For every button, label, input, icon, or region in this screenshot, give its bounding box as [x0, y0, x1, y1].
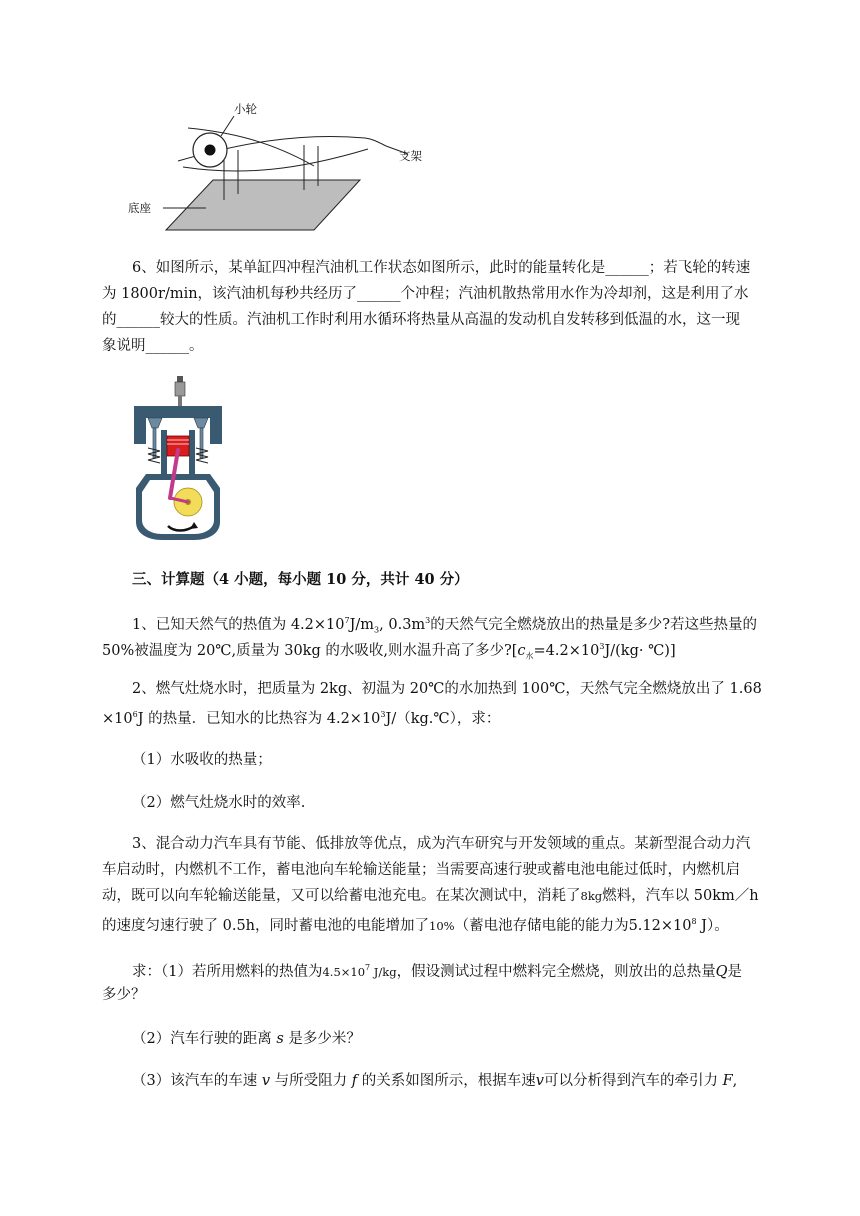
p1-l2-c: c: [517, 642, 526, 659]
p3-l3-b: 8kg: [580, 889, 603, 903]
p3-q3-e: 的关系如图所示，根据车速: [357, 1073, 536, 1089]
p1-l1-sub: 3: [374, 625, 380, 635]
p1-l1-b: J/m: [349, 616, 375, 633]
p3-q3-g: 可以分析得到汽车的牵引力: [543, 1073, 723, 1089]
p3-l3-a: 动，既可以向车轮输送能量，又可以给蓄电池充电。在某次测试中，消耗了: [102, 888, 581, 904]
p1-l1-sup1: 7: [344, 616, 350, 625]
p3-l4-b: 10%: [429, 918, 455, 933]
p3-line-4: [102, 912, 782, 936]
wheel-leader-line: [221, 116, 234, 136]
p1-l2-a: 50%被温度为 20℃,质量为 30kg 的水吸收,则水温升高了多少?[: [102, 642, 518, 659]
p2-line-2: [102, 705, 782, 729]
cylinder-wall-right: [189, 430, 195, 476]
label-wheel: 小轮: [234, 102, 257, 116]
cylinder-wall-left: [161, 430, 167, 476]
p2-sub-1: （1）水吸收的热量；: [132, 752, 272, 768]
p1-l2-b: =4.2×10: [533, 642, 600, 659]
small-wheel: [193, 133, 227, 167]
p3-q3-d: f: [351, 1073, 358, 1089]
p3-line-3: [102, 886, 782, 906]
p3-q3-i: ,: [732, 1073, 738, 1089]
p2-l2-c: J/（kg.℃），求：: [385, 710, 501, 727]
p3-q1-a: 求：（1）若所用燃料的热值为: [132, 963, 323, 980]
p2-l2-b: J 的热量．已知水的比热容为 4.2×10: [137, 710, 381, 727]
p2-line-1: 2、燃气灶烧水时，把质量为 2kg、初温为 20℃的水加热到 100℃，天然气完全燃烧放出了 1.68: [132, 681, 762, 697]
p2-l2-a: ×10: [102, 710, 133, 727]
p3-q1-b: 4.5×10: [322, 964, 366, 979]
p3-q3-h: F: [722, 1073, 733, 1089]
p3-l4-f: ）。: [706, 917, 729, 934]
q6-line-1: 6、如图所示，某单缸四冲程汽油机工作状态如图所示，此时的能量转化是______；若飞轮的转速: [132, 260, 751, 276]
engine-cylinder-figure: [128, 374, 228, 542]
p3-l4-sup: 8: [691, 917, 697, 926]
p3-q1-f: 是: [727, 963, 743, 980]
p3-q1-line-2: 多少？: [102, 987, 146, 1003]
p3-q1-line-1: [132, 958, 812, 982]
p3-l3-c: 燃料，汽车以 50km／h: [602, 888, 759, 904]
p3-q2-b: s: [276, 1031, 284, 1047]
p3-q1-d: ，假设测试过程中燃料完全燃烧，则放出的总热量: [396, 963, 716, 980]
p3-l4-a: 的速度匀速行驶了 0.5h，同时蓄电池的电能增加了: [102, 917, 430, 934]
p2-sub-2: （2）燃气灶烧水时的效率.: [132, 795, 306, 811]
p3-q2: [132, 1029, 812, 1049]
p2-l2-sup1: 6: [132, 710, 138, 719]
p1-l1-d: 的天然气完全燃烧放出的热量是多少?若这些热量的: [430, 616, 758, 633]
q6-line-3: 的______较大的性质。汽油机工作时利用水循环将热量从高温的发动机自发转移到低温的水，这一现: [102, 312, 740, 328]
q6-line-2: 为 1800r/min，该汽油机每秒共经历了______个冲程；汽油机散热常用水作为冷却剂，这是利用了水: [102, 286, 749, 302]
p2-l2-sup2: 3: [380, 710, 386, 719]
p1-l1-c: , 0.3m: [379, 616, 426, 633]
p3-q3-b: v: [261, 1073, 271, 1089]
p1-l1-sup2: 3: [425, 616, 431, 625]
p3-l4-e: J: [696, 917, 707, 934]
p1-l2-sub: 水: [525, 651, 534, 661]
p3-q3-f: v: [535, 1073, 544, 1089]
label-bracket: 支架: [399, 149, 422, 163]
p3-q1-c: J/kg: [370, 964, 397, 979]
p3-q2-c: 是多少米？: [283, 1031, 361, 1047]
p3-l4-d: 5.12×10: [628, 917, 692, 934]
p1-l2-sup: 3: [599, 642, 605, 651]
p3-q3-c: 与所受阻力: [270, 1073, 352, 1089]
q6-line-4: 象说明______。: [102, 338, 204, 354]
p3-q3-a: （3）该汽车的车速: [132, 1073, 262, 1089]
p3-line-1: 3、混合动力汽车具有节能、低排放等优点，成为汽车研究与开发领域的重点。某新型混合动力汽: [132, 836, 751, 852]
p1-l2-d: J/(kg· ℃)]: [604, 642, 676, 659]
spark-plug: [175, 376, 185, 406]
p3-q1-e: Q: [715, 963, 728, 980]
p1-l1-a: 1、已知天然气的热值为 4.2×10: [132, 616, 345, 633]
p3-line-2: 车启动时，内燃机不工作，蓄电池向车轮输送能量；当需要高速行驶或蓄电池电能过低时，内燃机启: [102, 862, 740, 878]
section-heading: 三、计算题（4 小题，每小题 10 分，共计 40 分）: [132, 571, 469, 588]
base-plate: [166, 180, 360, 230]
p3-q3: [132, 1071, 812, 1091]
wheel-bracket-figure: [128, 98, 438, 238]
p3-l4-c: （蓄电池存储电能的能力为: [454, 917, 629, 934]
label-base: 底座: [128, 201, 151, 215]
p3-q2-a: （2）汽车行驶的距离: [132, 1031, 277, 1047]
p1-line-2: [102, 637, 782, 667]
p3-q1-sup: 7: [365, 963, 371, 972]
